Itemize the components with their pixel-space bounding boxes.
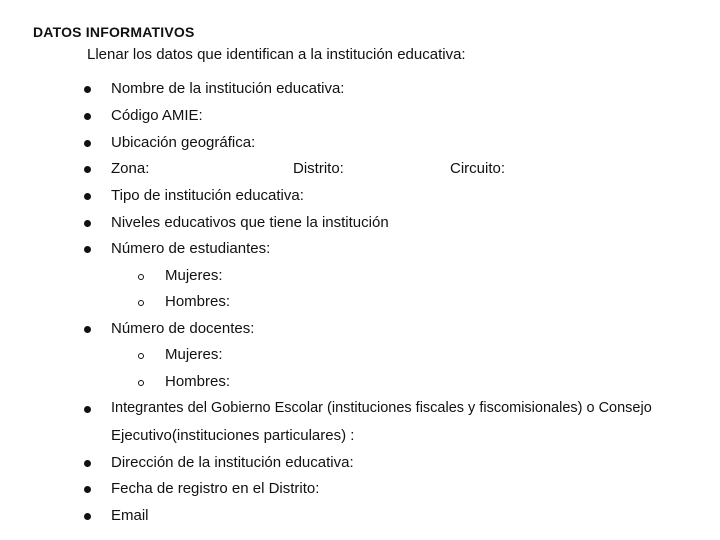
field-niveles: Niveles educativos que tiene la institución bbox=[111, 214, 389, 231]
bullet-icon bbox=[84, 326, 91, 333]
bullet-icon bbox=[84, 486, 91, 493]
intro-text: Llenar los datos que identifican a la institución educativa: bbox=[87, 46, 466, 63]
field-ubicacion: Ubicación geográfica: bbox=[111, 134, 256, 151]
bullet-icon bbox=[84, 113, 91, 120]
field-circuito: Circuito: bbox=[450, 160, 506, 177]
field-nombre: Nombre de la institución educativa: bbox=[111, 80, 345, 97]
field-docentes: Número de docentes: bbox=[111, 320, 255, 337]
sub-bullet-icon bbox=[138, 353, 144, 359]
bullet-icon bbox=[84, 140, 91, 147]
field-email: Email bbox=[111, 507, 149, 524]
field-gobierno-line2: Ejecutivo(instituciones particulares) : bbox=[111, 427, 355, 444]
field-estudiantes-hombres: Hombres: bbox=[165, 293, 231, 310]
section-heading: DATOS INFORMATIVOS bbox=[33, 24, 195, 40]
bullet-icon bbox=[84, 246, 91, 253]
bullet-icon bbox=[84, 220, 91, 227]
field-amie: Código AMIE: bbox=[111, 107, 203, 124]
field-zona: Zona: bbox=[111, 160, 150, 177]
bullet-icon bbox=[84, 193, 91, 200]
field-docentes-hombres: Hombres: bbox=[165, 373, 231, 390]
field-gobierno-line1: Integrantes del Gobierno Escolar (instituciones fiscales y fiscomisionales) o Consejo bbox=[111, 400, 652, 416]
sub-bullet-icon bbox=[138, 380, 144, 386]
field-tipo: Tipo de institución educativa: bbox=[111, 187, 304, 204]
bullet-icon bbox=[84, 86, 91, 93]
bullet-icon bbox=[84, 406, 91, 413]
field-fecha: Fecha de registro en el Distrito: bbox=[111, 480, 320, 497]
field-direccion: Dirección de la institución educativa: bbox=[111, 454, 354, 471]
field-docentes-mujeres: Mujeres: bbox=[165, 346, 223, 363]
field-estudiantes: Número de estudiantes: bbox=[111, 240, 271, 257]
sub-bullet-icon bbox=[138, 274, 144, 280]
sub-bullet-icon bbox=[138, 300, 144, 306]
bullet-icon bbox=[84, 460, 91, 467]
field-distrito: Distrito: bbox=[293, 160, 344, 177]
bullet-icon bbox=[84, 513, 91, 520]
field-estudiantes-mujeres: Mujeres: bbox=[165, 267, 223, 284]
bullet-icon bbox=[84, 166, 91, 173]
